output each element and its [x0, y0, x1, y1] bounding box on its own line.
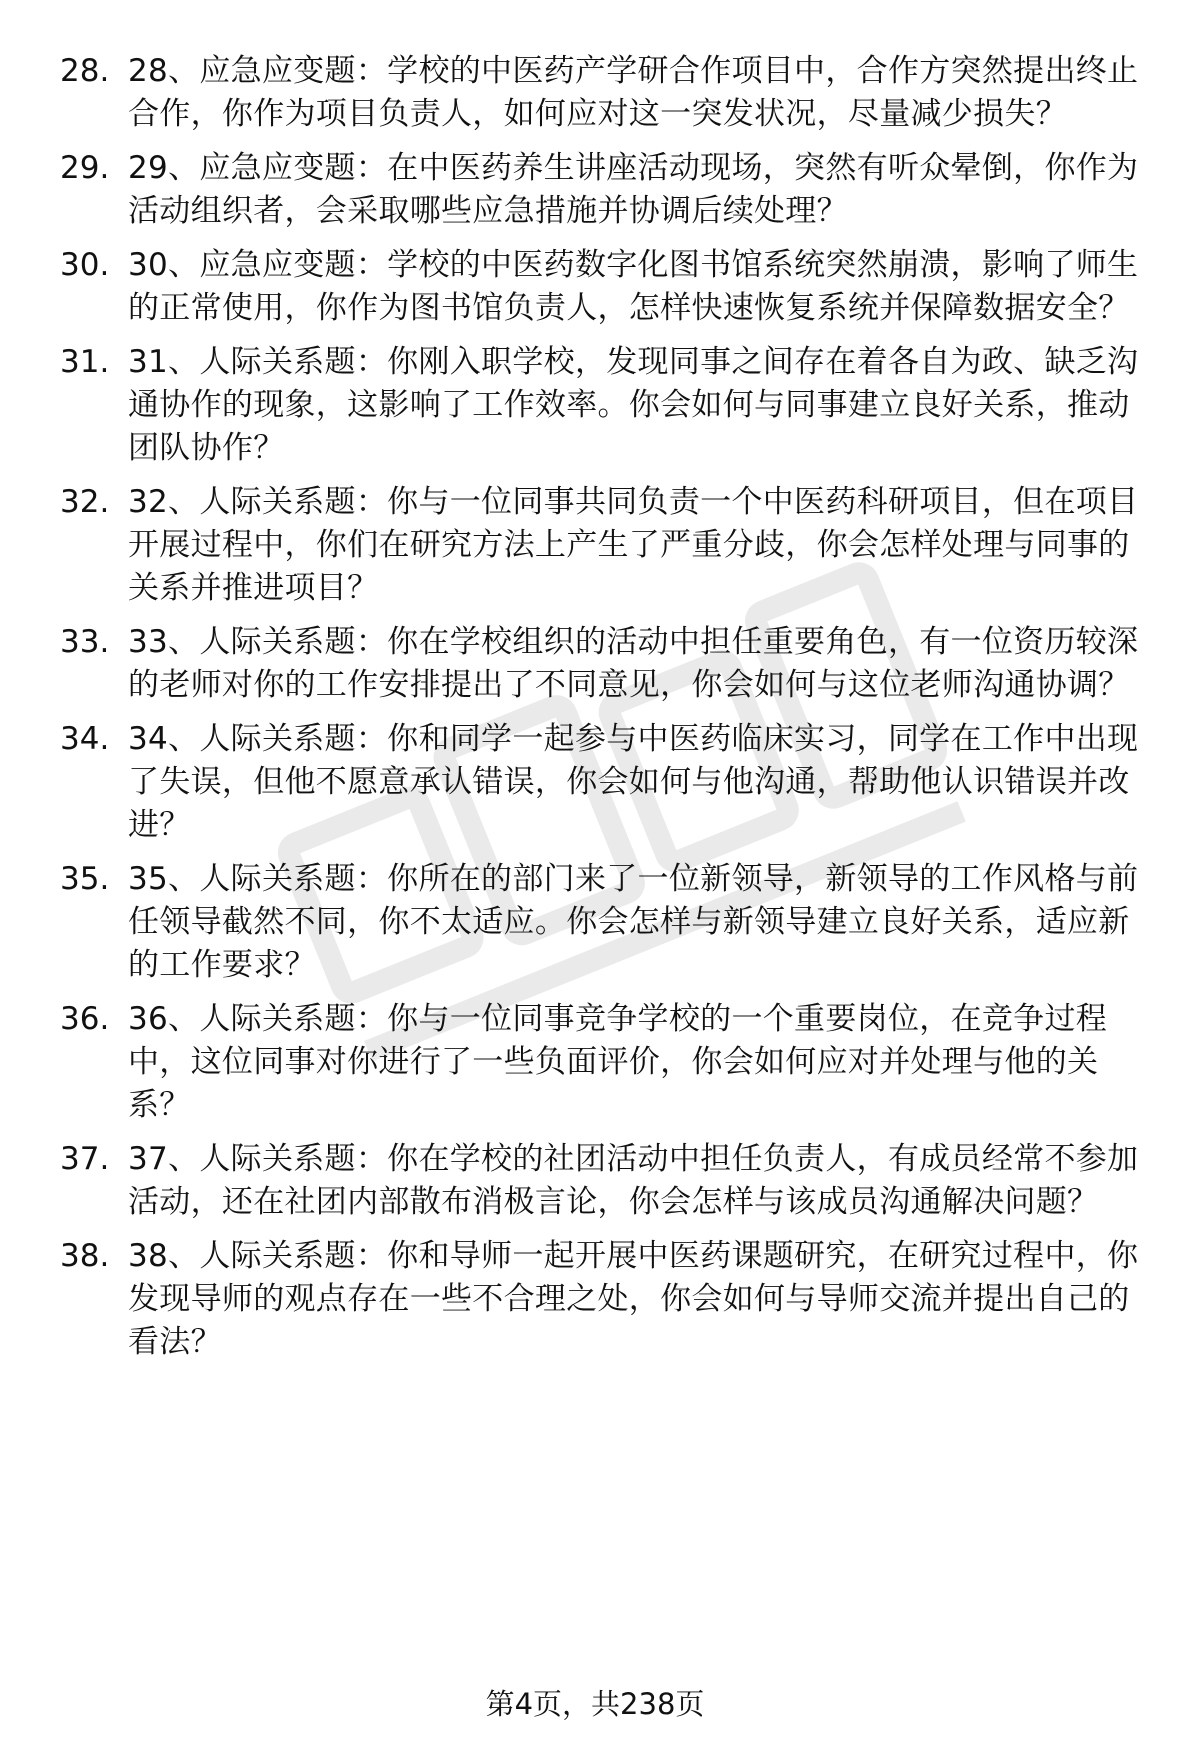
question-number: 30. — [60, 247, 110, 283]
question-item — [60, 621, 1150, 707]
question-number: 31. — [60, 344, 110, 380]
question-number: 36. — [60, 1001, 110, 1037]
question-text: 38、人际关系题：你和导师一起开展中医药课题研究，在研究过程中，你发现导师的观点存在一些不合理之处，你会如何与导师交流并提出自己的看法？ — [128, 1238, 1139, 1360]
question-item — [60, 998, 1150, 1127]
page-number-label: 第4页，共238页 — [485, 1687, 705, 1721]
question-text: 36、人际关系题：你与一位同事竞争学校的一个重要岗位，在竞争过程中，这位同事对你进行了一些负面评价，你会如何应对并处理与他的关系？ — [128, 1001, 1108, 1123]
question-text: 33、人际关系题：你在学校组织的活动中担任重要角色，有一位资历较深的老师对你的工作安排提出了不同意见，你会如何与这位老师沟通协调？ — [128, 624, 1139, 703]
question-text: 34、人际关系题：你和同学一起参与中医药临床实习，同学在工作中出现了失误，但他不愿意承认错误，你会如何与他沟通，帮助他认识错误并改进？ — [128, 721, 1139, 843]
question-item — [60, 50, 1150, 136]
page-footer — [0, 1684, 1190, 1724]
question-text: 35、人际关系题：你所在的部门来了一位新领导，新领导的工作风格与前任领导截然不同，你不太适应。你会怎样与新领导建立良好关系，适应新的工作要求？ — [128, 861, 1139, 983]
question-list — [60, 50, 1150, 1375]
question-item — [60, 1138, 1150, 1224]
question-item — [60, 1235, 1150, 1364]
question-text: 28、应急应变题：学校的中医药产学研合作项目中，合作方突然提出终止合作，你作为项目负责人，如何应对这一突发状况，尽量减少损失？ — [128, 53, 1139, 132]
question-item — [60, 858, 1150, 987]
question-item — [60, 341, 1150, 470]
question-number: 34. — [60, 721, 110, 757]
question-number: 35. — [60, 861, 110, 897]
question-text: 29、应急应变题：在中医药养生讲座活动现场，突然有听众晕倒，你作为活动组织者，会采取哪些应急措施并协调后续处理？ — [128, 150, 1139, 229]
question-item — [60, 244, 1150, 330]
question-item — [60, 481, 1150, 610]
question-item — [60, 718, 1150, 847]
question-text: 31、人际关系题：你刚入职学校，发现同事之间存在着各自为政、缺乏沟通协作的现象，这影响了工作效率。你会如何与同事建立良好关系，推动团队协作？ — [128, 344, 1139, 466]
question-text: 37、人际关系题：你在学校的社团活动中担任负责人，有成员经常不参加活动，还在社团内部散布消极言论，你会怎样与该成员沟通解决问题？ — [128, 1141, 1139, 1220]
question-text: 30、应急应变题：学校的中医药数字化图书馆系统突然崩溃，影响了师生的正常使用，你作为图书馆负责人，怎样快速恢复系统并保障数据安全？ — [128, 247, 1139, 326]
question-number: 33. — [60, 624, 110, 660]
question-number: 29. — [60, 150, 110, 186]
question-number: 32. — [60, 484, 110, 520]
question-number: 28. — [60, 53, 110, 89]
question-text: 32、人际关系题：你与一位同事共同负责一个中医药科研项目，但在项目开展过程中，你们在研究方法上产生了严重分歧，你会怎样处理与同事的关系并推进项目？ — [128, 484, 1139, 606]
question-number: 37. — [60, 1141, 110, 1177]
question-number: 38. — [60, 1238, 110, 1274]
question-item — [60, 147, 1150, 233]
